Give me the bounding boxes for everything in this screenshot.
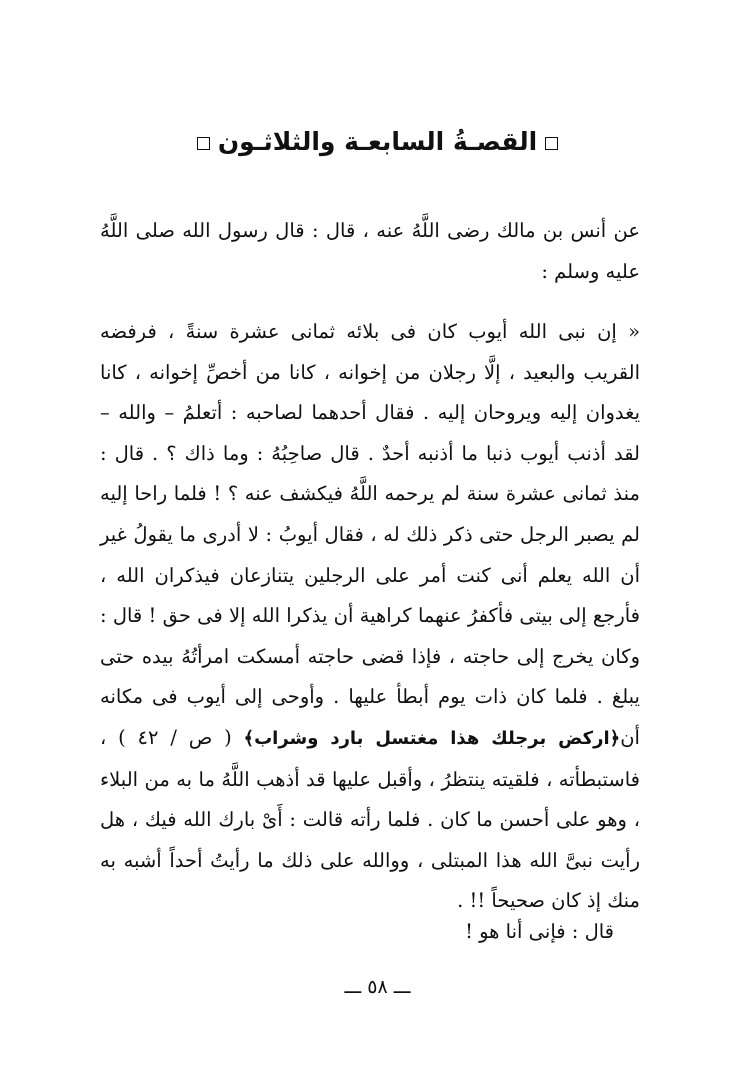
hadith-text-part-1: « إن نبى الله أيوب كان فى بلائه ثمانى عشرة سنةً ، فرفضه القريب والبعيد ، إلَّا رجلان من إخوانه ، كانا من أخصِّ إخوانه ، كانا يغدوان إليه ويروحان إليه . فقال أحدهما لصاحبه : أتعلمُ – والله – لقد أذنب أيوب ذنبا ما أذنبه أحدٌ . قال صاحِبُهُ : وما ذاك ؟ . قال : منذ ثمانى عشرة سنة لم يرحمه اللَّهُ فيكشف عنه ؟ ! فلما راحا إليه لم يصبر الرجل حتى ذكر ذلك له ، فقال أيوبُ : لا أدرى ما يقولُ غير أن الله يعلم أنى كنت أمر على الرجلين يتنازعان فيذكران الله ، فأرجع إلى بيتى فأكفرُ عنهما كراهية أن يذكرا الله إلا فى حق ! قال : وكان يخرج إلى حاجته ، فإذا قضى حاجته أمسكت امرأتُهُ بيده حتى يبلغ . فلما كان ذات يوم أبطأ عليها . وأوحى إلى أيوب فى مكانه أن (100, 320, 640, 749)
hadith-body-paragraph (100, 312, 640, 922)
page-number: ـــ ٥٨ ـــ (344, 976, 411, 998)
story-title-text: القصـةُ السابعـة والثلاثـون (217, 127, 538, 156)
story-title (0, 122, 755, 162)
quran-verse: ﴿اركض برجلك هذا مغتسل بارد وشراب﴾ (243, 727, 621, 749)
hadith-text-part-2: ( ص / ٤٢ ) ، فاستبطأته ، فلقيته ينتظرُ ، وأقبل عليها قد أذهب اللَّهُ ما به من البلاء ، وهو على أحسن ما كان . فلما رأته قالت : أَىْ بارك الله فيك ، هل رأيت نبىَّ الله هذا المبتلى ، ووالله على ذلك ما رأيتُ أحداً أشبه به منك إذ كان صحيحاً !! . (100, 725, 640, 913)
square-ornament-icon (197, 137, 210, 150)
square-ornament-icon (545, 137, 558, 150)
hadith-chain-paragraph: عن أنس بن مالك رضى اللَّهُ عنه ، قال : قال رسول الله صلى اللَّهُ عليه وسلم : (100, 219, 640, 283)
closing-line: قال : فإنى أنا هو ! (465, 920, 614, 943)
